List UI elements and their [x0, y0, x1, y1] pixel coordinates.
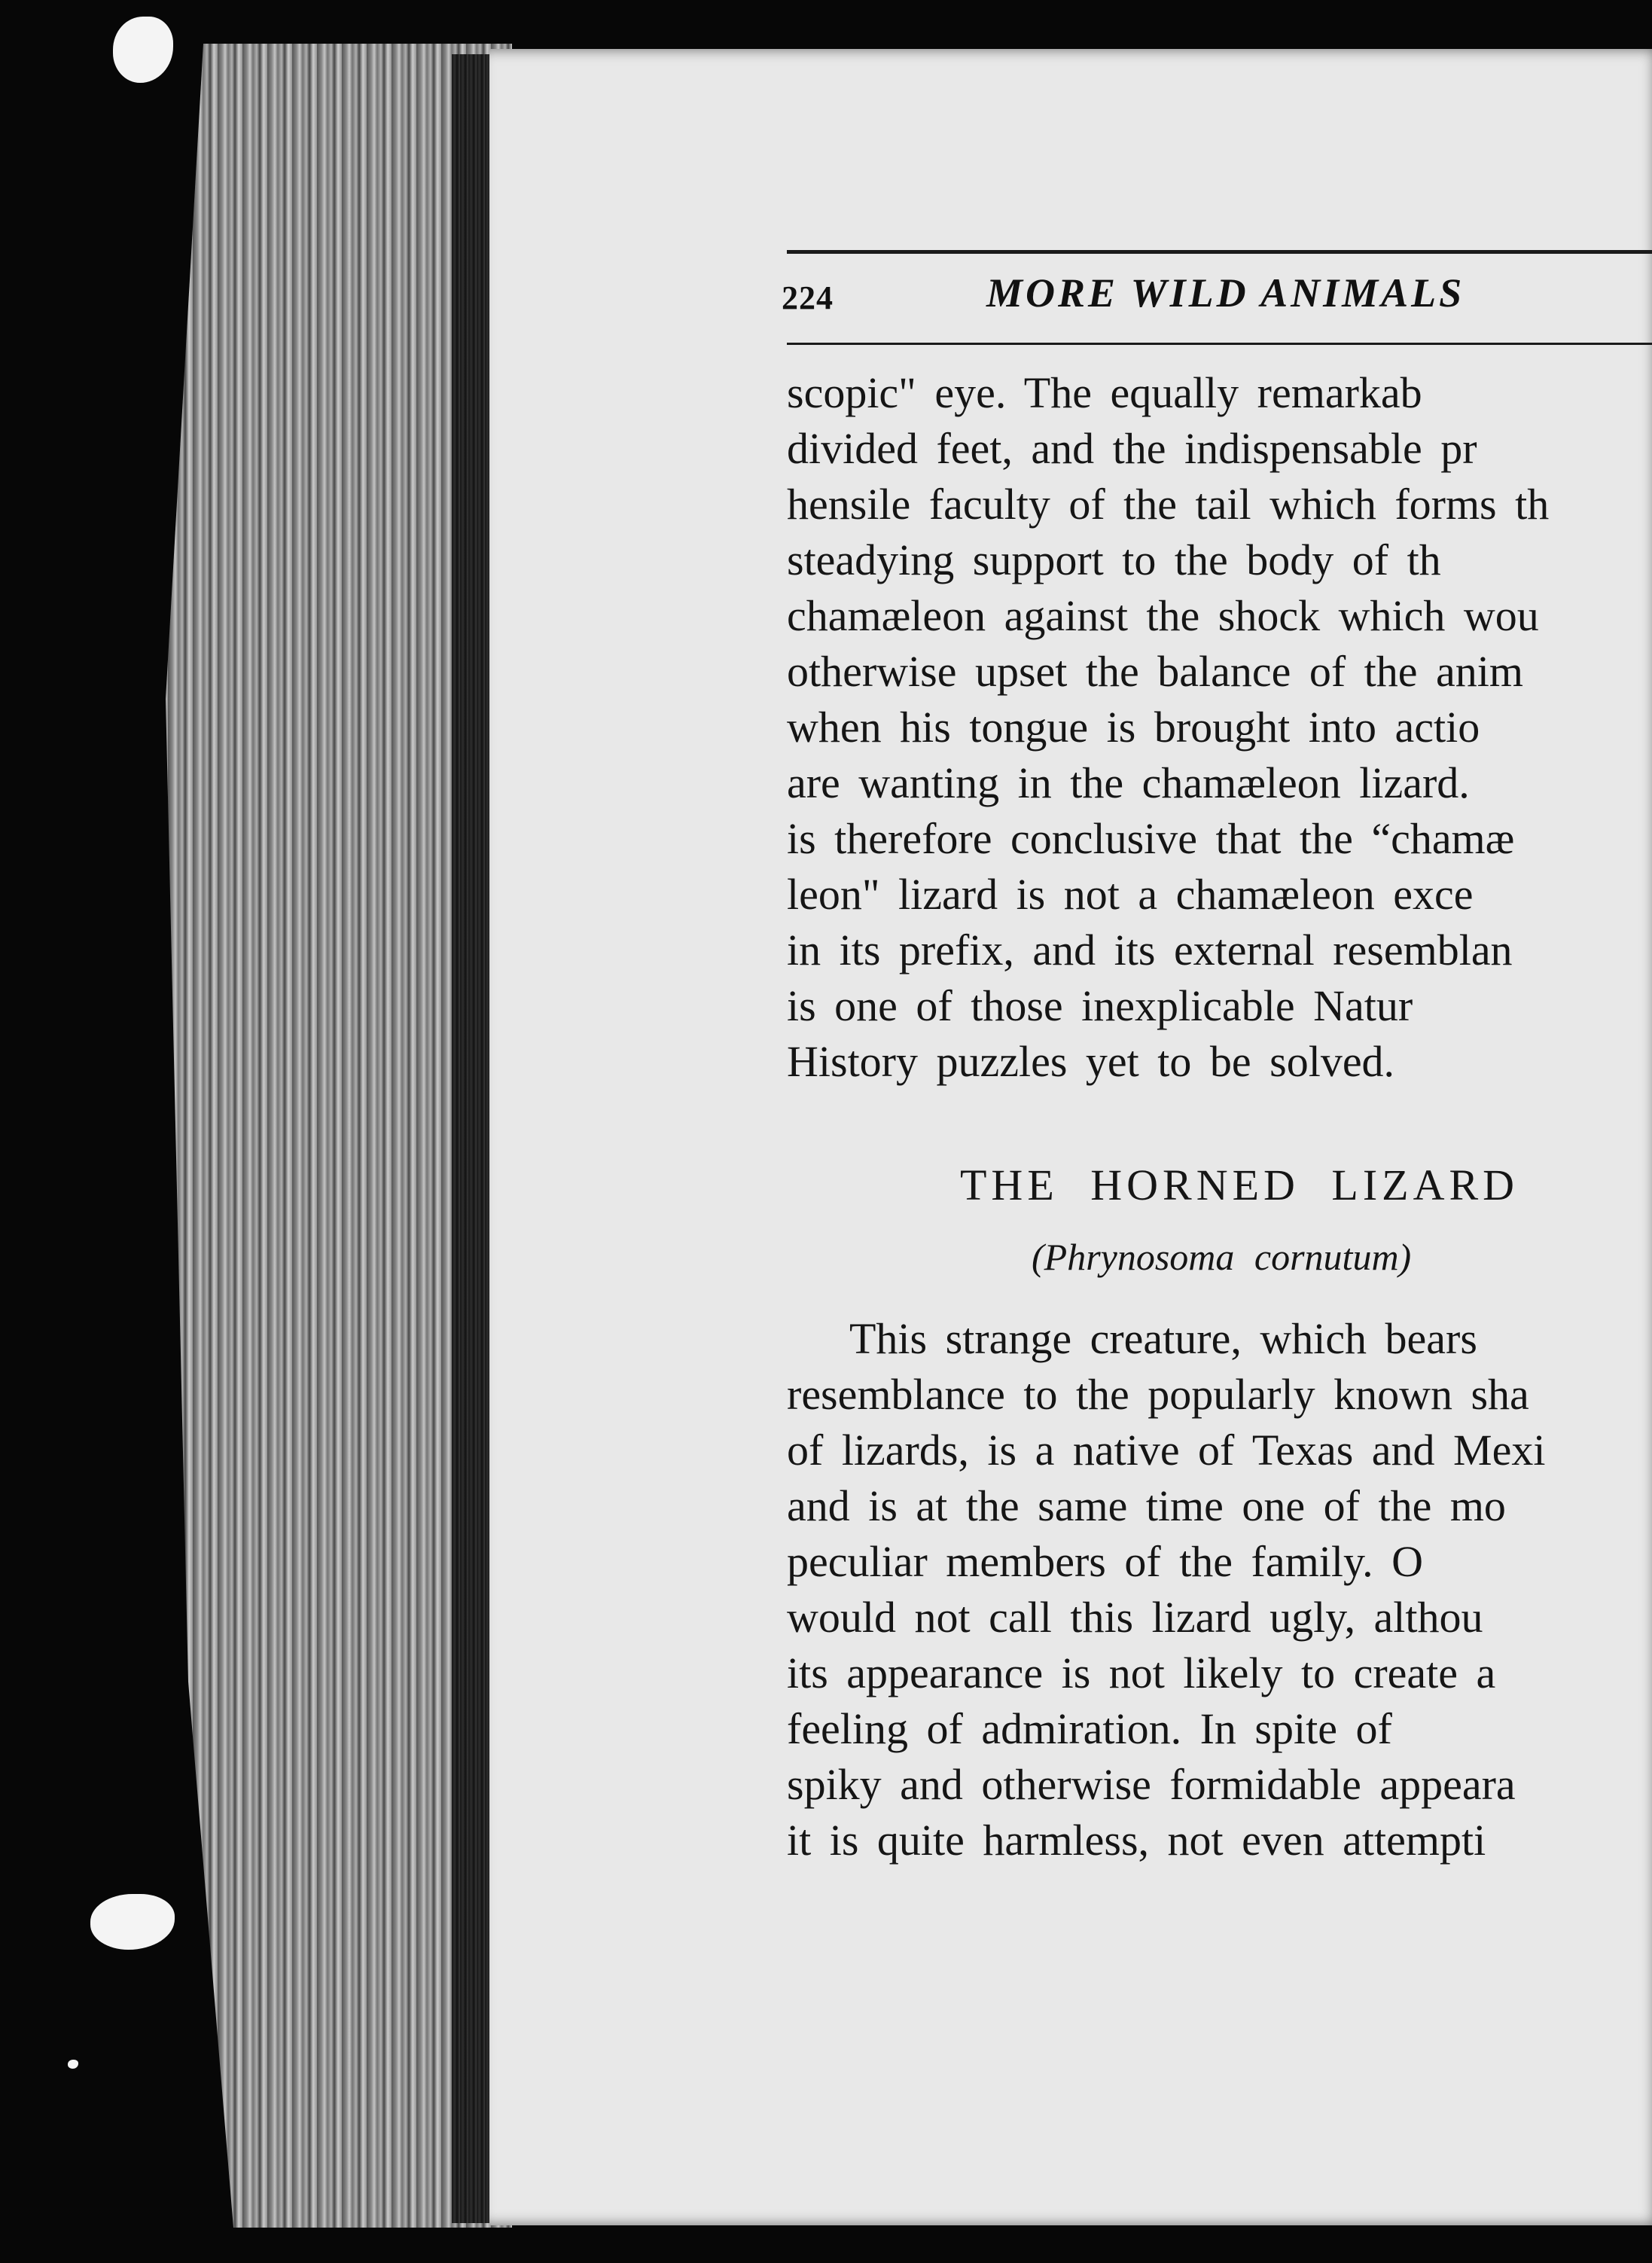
text-line: feeling of admiration. In spite of	[787, 1704, 1392, 1753]
text-line: would not call this lizard ugly, althou	[787, 1593, 1483, 1642]
text-line: are wanting in the chamæleon lizard.	[787, 758, 1470, 807]
text-line: it is quite harmless, not even attempti	[787, 1816, 1486, 1865]
text-line: This strange creature, which bears	[849, 1314, 1477, 1363]
text-line: is therefore conclusive that the “chamæ	[787, 814, 1515, 863]
header-rule-bottom	[787, 343, 1652, 345]
text-line: scopic" eye. The equally remarkab	[787, 368, 1422, 417]
text-line: peculiar members of the family. O	[787, 1537, 1424, 1586]
text-line: of lizards, is a native of Texas and Mexi	[787, 1426, 1546, 1475]
text-line: and is at the same time one of the mo	[787, 1481, 1506, 1530]
text-line: steadying support to the body of th	[787, 535, 1441, 584]
dust-speck-top	[113, 17, 173, 83]
text-line: leon" lizard is not a chamæleon exce	[787, 870, 1474, 919]
text-line: hensile faculty of the tail which forms th	[787, 480, 1550, 529]
section-subheading: (Phrynosoma cornutum)	[1032, 1236, 1412, 1278]
text-line: when his tongue is brought into actio	[787, 703, 1480, 752]
dust-speck-small	[68, 2060, 78, 2069]
section-heading: THE HORNED LIZARD	[960, 1160, 1519, 1209]
page-number: 224	[782, 279, 834, 316]
text-line: chamæleon against the shock which wou	[787, 591, 1539, 640]
text-line: spiky and otherwise formidable appeara	[787, 1760, 1516, 1809]
text-line: divided feet, and the indispensable pr	[787, 424, 1477, 473]
running-title: MORE WILD ANIMALS	[986, 270, 1465, 316]
header-rule-top	[787, 250, 1652, 254]
text-line: otherwise upset the balance of the anim	[787, 647, 1524, 696]
text-line: resemblance to the popularly known sha	[787, 1370, 1529, 1419]
text-line: is one of those inexplicable Natur	[787, 981, 1413, 1030]
text-line: History puzzles yet to be solved.	[787, 1037, 1395, 1086]
text-line: in its prefix, and its external resemblan	[787, 926, 1513, 974]
dust-speck-bottom	[90, 1894, 175, 1950]
text-line: its appearance is not likely to create a	[787, 1648, 1496, 1697]
